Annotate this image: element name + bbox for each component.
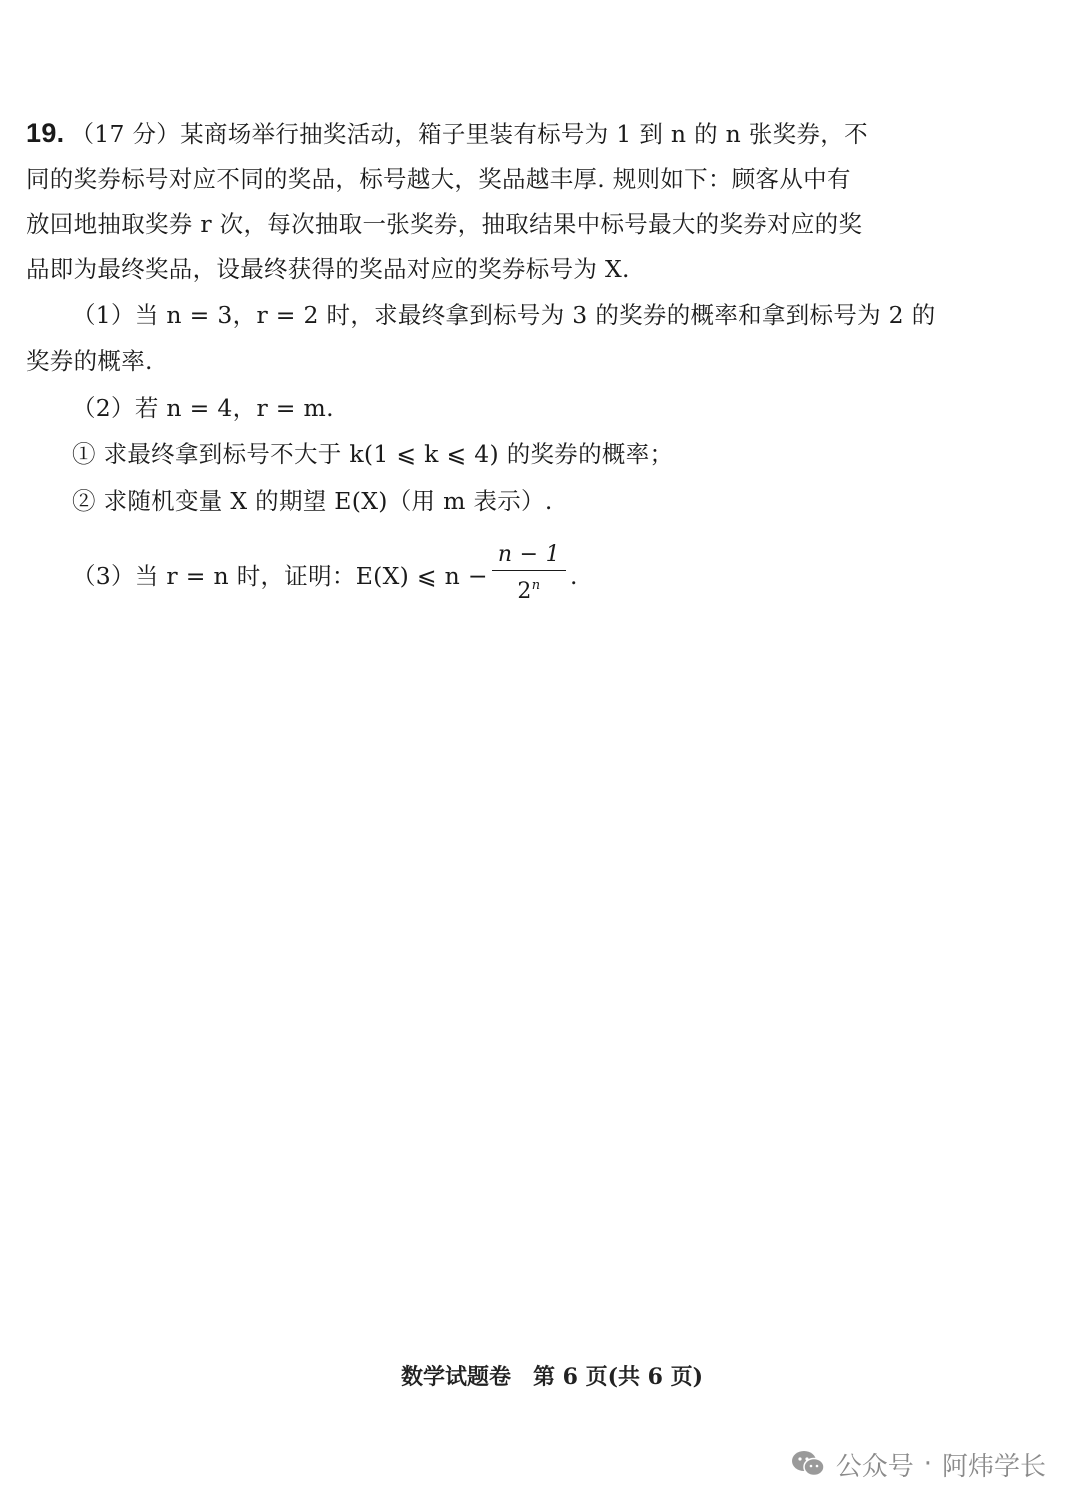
watermark bbox=[790, 1444, 1046, 1484]
part3-fraction bbox=[492, 542, 566, 605]
question-stem-line-4: 品即为最终奖品，设最终获得的奖品对应的奖券标号为 X. bbox=[26, 255, 630, 283]
question-stem-line-1 bbox=[26, 116, 866, 151]
fraction-numerator: n − 1 bbox=[492, 542, 566, 571]
part2-subquestion-2: ② 求随机变量 X 的期望 E(X)（用 m 表示）. bbox=[72, 487, 553, 515]
part1-line-1: （1）当 n = 3，r = 2 时，求最终拿到标号为 3 的奖券的概率和拿到标号为 2 的 bbox=[72, 301, 936, 329]
part1-line-2: 奖券的概率. bbox=[26, 347, 153, 375]
part3-prefix: （3）当 r = n 时，证明：E(X) ⩽ n − bbox=[72, 562, 488, 590]
watermark-account: 阿炜学长 bbox=[941, 1451, 1046, 1482]
fraction-denominator-base: 2 bbox=[517, 579, 532, 604]
question-stem-line-2: 同的奖券标号对应不同的奖品，标号越大，奖品越丰厚. 规则如下：顾客从中有 bbox=[26, 165, 851, 193]
part3-statement bbox=[72, 542, 912, 609]
part2-statement: （2）若 n = 4，r = m. bbox=[72, 394, 334, 422]
part3-suffix: . bbox=[569, 562, 578, 590]
part2-subquestion-1: ① 求最终拿到标号不大于 k(1 ⩽ k ⩽ 4) 的奖券的概率； bbox=[72, 440, 674, 468]
question-points: （17 分） bbox=[70, 120, 181, 148]
wechat-icon bbox=[790, 1448, 826, 1480]
fraction-denominator bbox=[492, 571, 566, 605]
question-number: 19. bbox=[26, 118, 65, 148]
question-stem-text-1: 某商场举行抽奖活动，箱子里装有标号为 1 到 n 的 n 张奖券，不 bbox=[180, 120, 868, 148]
page-footer: 数学试题卷 第 6 页(共 6 页) bbox=[400, 1364, 704, 1390]
watermark-separator: · bbox=[923, 1449, 932, 1479]
question-stem-line-3: 放回地抽取奖券 r 次，每次抽取一张奖券，抽取结果中标号最大的奖券对应的奖 bbox=[26, 210, 863, 238]
fraction-denominator-exponent: n bbox=[531, 578, 541, 593]
watermark-label: 公众号 bbox=[835, 1451, 914, 1482]
